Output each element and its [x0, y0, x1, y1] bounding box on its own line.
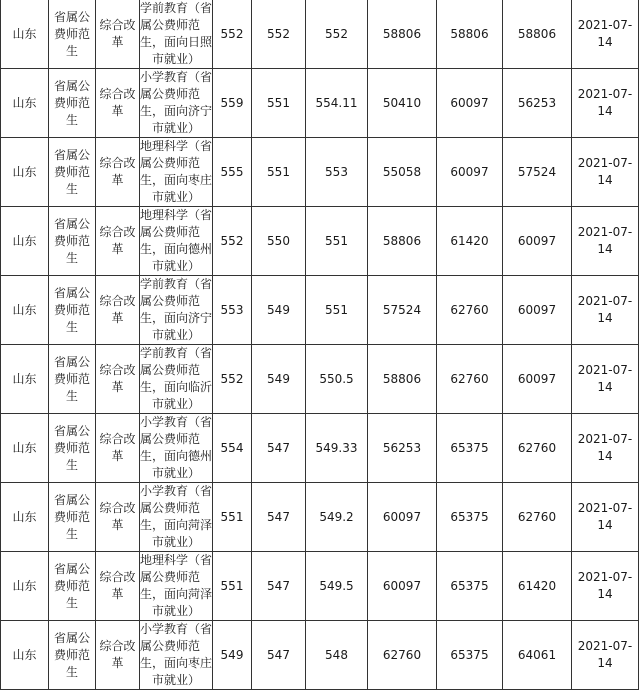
- max-score-cell: 559: [213, 69, 252, 138]
- max-score-cell: 552: [213, 207, 252, 276]
- min-score-cell: 547: [252, 483, 306, 552]
- major-cell: [140, 276, 213, 345]
- avg-rank-cell: 57524: [503, 138, 572, 207]
- batch-cell: 综合改革: [96, 276, 140, 345]
- avg-score-cell: 548: [306, 621, 368, 690]
- major-line: 属公费师范: [140, 639, 201, 653]
- min-score-cell: 551: [252, 138, 306, 207]
- major-line: 生，面向德州: [140, 449, 213, 463]
- major-line: 市就业）: [151, 259, 200, 273]
- max-rank-cell: 50410: [368, 69, 437, 138]
- batch-cell: 综合改革: [96, 138, 140, 207]
- table-row: [1, 207, 639, 276]
- category-cell: 省属公费师范生: [49, 138, 96, 207]
- date-cell: 2021-07-14: [572, 621, 639, 690]
- major-line: 小学教育（省: [140, 622, 213, 636]
- min-rank-cell: 58806: [437, 0, 503, 69]
- province-cell: 山东: [1, 69, 49, 138]
- major-line: 生，面向菏泽: [140, 518, 213, 532]
- province-cell: 山东: [1, 414, 49, 483]
- batch-cell: 综合改革: [96, 483, 140, 552]
- major-line: 学前教育（省: [140, 277, 213, 291]
- major-line: 属公费师范: [140, 156, 201, 170]
- max-rank-cell: 55058: [368, 138, 437, 207]
- major-cell: [140, 414, 213, 483]
- avg-score-cell: 554.11: [306, 69, 368, 138]
- table-row: [1, 621, 639, 690]
- table-row: [1, 552, 639, 621]
- date-cell: 2021-07-14: [572, 483, 639, 552]
- major-line: 市就业）: [151, 466, 200, 480]
- avg-rank-cell: 60097: [503, 345, 572, 414]
- min-rank-cell: 61420: [437, 207, 503, 276]
- major-line: 属公费师范: [140, 432, 201, 446]
- table-row: [1, 69, 639, 138]
- major-line: 生，面向日照: [140, 35, 213, 49]
- date-cell: 2021-07-14: [572, 345, 639, 414]
- major-line: 市就业）: [151, 328, 200, 342]
- batch-cell: 综合改革: [96, 621, 140, 690]
- table-row: [1, 138, 639, 207]
- major-cell: [140, 138, 213, 207]
- province-cell: 山东: [1, 207, 49, 276]
- min-score-cell: 549: [252, 276, 306, 345]
- min-rank-cell: 65375: [437, 621, 503, 690]
- major-line: 属公费师范: [140, 294, 201, 308]
- batch-cell: 综合改革: [96, 345, 140, 414]
- category-cell: 省属公费师范生: [49, 621, 96, 690]
- province-cell: 山东: [1, 552, 49, 621]
- min-rank-cell: 60097: [437, 138, 503, 207]
- max-rank-cell: 60097: [368, 483, 437, 552]
- date-cell: 2021-07-14: [572, 138, 639, 207]
- min-score-cell: 547: [252, 414, 306, 483]
- date-cell: 2021-07-14: [572, 0, 639, 69]
- avg-score-cell: 551: [306, 207, 368, 276]
- min-rank-cell: 60097: [437, 69, 503, 138]
- major-line: 地理科学（省: [140, 553, 213, 567]
- avg-score-cell: 553: [306, 138, 368, 207]
- major-line: 学前教育（省: [140, 346, 213, 360]
- min-score-cell: 547: [252, 621, 306, 690]
- major-cell: [140, 552, 213, 621]
- category-cell: 省属公费师范生: [49, 345, 96, 414]
- major-line: 生，面向德州: [140, 242, 213, 256]
- avg-score-cell: 551: [306, 276, 368, 345]
- table-row: [1, 483, 639, 552]
- major-line: 属公费师范: [140, 363, 201, 377]
- batch-cell: 综合改革: [96, 414, 140, 483]
- date-cell: 2021-07-14: [572, 69, 639, 138]
- major-line: 小学教育（省: [140, 484, 213, 498]
- major-line: 市就业）: [151, 52, 200, 66]
- table-row: [1, 345, 639, 414]
- date-cell: 2021-07-14: [572, 414, 639, 483]
- major-line: 属公费师范: [140, 501, 201, 515]
- province-cell: 山东: [1, 621, 49, 690]
- major-line: 市就业）: [151, 121, 200, 135]
- major-line: 属公费师范: [140, 225, 201, 239]
- major-cell: [140, 207, 213, 276]
- province-cell: 山东: [1, 138, 49, 207]
- max-score-cell: 549: [213, 621, 252, 690]
- major-line: 属公费师范: [140, 87, 201, 101]
- max-rank-cell: 56253: [368, 414, 437, 483]
- avg-rank-cell: 60097: [503, 276, 572, 345]
- min-score-cell: 550: [252, 207, 306, 276]
- major-line: 生，面向枣庄: [140, 173, 213, 187]
- major-line: 市就业）: [151, 604, 200, 618]
- major-line: 生，面向菏泽: [140, 587, 213, 601]
- avg-score-cell: 552: [306, 0, 368, 69]
- min-rank-cell: 65375: [437, 414, 503, 483]
- batch-cell: 综合改革: [96, 0, 140, 69]
- major-line: 属公费师范: [140, 18, 201, 32]
- major-cell: [140, 621, 213, 690]
- max-rank-cell: 60097: [368, 552, 437, 621]
- category-cell: 省属公费师范生: [49, 69, 96, 138]
- min-rank-cell: 65375: [437, 483, 503, 552]
- category-cell: 省属公费师范生: [49, 0, 96, 69]
- batch-cell: 综合改革: [96, 207, 140, 276]
- major-cell: [140, 69, 213, 138]
- max-rank-cell: 57524: [368, 276, 437, 345]
- date-cell: 2021-07-14: [572, 276, 639, 345]
- min-rank-cell: 62760: [437, 345, 503, 414]
- avg-score-cell: 550.5: [306, 345, 368, 414]
- min-rank-cell: 62760: [437, 276, 503, 345]
- max-score-cell: 553: [213, 276, 252, 345]
- max-score-cell: 551: [213, 483, 252, 552]
- avg-rank-cell: 62760: [503, 414, 572, 483]
- min-score-cell: 547: [252, 552, 306, 621]
- major-cell: [140, 483, 213, 552]
- max-rank-cell: 58806: [368, 0, 437, 69]
- avg-rank-cell: 58806: [503, 0, 572, 69]
- max-score-cell: 554: [213, 414, 252, 483]
- major-line: 生，面向济宁: [140, 104, 213, 118]
- max-rank-cell: 58806: [368, 345, 437, 414]
- avg-score-cell: 549.33: [306, 414, 368, 483]
- avg-rank-cell: 61420: [503, 552, 572, 621]
- major-line: 地理科学（省: [140, 139, 213, 153]
- date-cell: 2021-07-14: [572, 552, 639, 621]
- major-line: 学前教育（省: [140, 1, 213, 15]
- category-cell: 省属公费师范生: [49, 207, 96, 276]
- category-cell: 省属公费师范生: [49, 552, 96, 621]
- major-line: 属公费师范: [140, 570, 201, 584]
- table-row: [1, 414, 639, 483]
- avg-rank-cell: 64061: [503, 621, 572, 690]
- avg-score-cell: 549.5: [306, 552, 368, 621]
- min-rank-cell: 65375: [437, 552, 503, 621]
- major-cell: [140, 0, 213, 69]
- category-cell: 省属公费师范生: [49, 276, 96, 345]
- province-cell: 山东: [1, 483, 49, 552]
- province-cell: 山东: [1, 276, 49, 345]
- max-rank-cell: 58806: [368, 207, 437, 276]
- avg-score-cell: 549.2: [306, 483, 368, 552]
- major-line: 市就业）: [151, 397, 200, 411]
- avg-rank-cell: 62760: [503, 483, 572, 552]
- max-rank-cell: 62760: [368, 621, 437, 690]
- batch-cell: 综合改革: [96, 69, 140, 138]
- table-row: [1, 276, 639, 345]
- major-line: 小学教育（省: [140, 415, 213, 429]
- category-cell: 省属公费师范生: [49, 414, 96, 483]
- major-cell: [140, 345, 213, 414]
- major-line: 生，面向济宁: [140, 311, 213, 325]
- major-line: 生，面向临沂: [140, 380, 213, 394]
- province-cell: 山东: [1, 0, 49, 69]
- min-score-cell: 551: [252, 69, 306, 138]
- major-line: 市就业）: [151, 673, 200, 687]
- batch-cell: 综合改革: [96, 552, 140, 621]
- min-score-cell: 552: [252, 0, 306, 69]
- max-score-cell: 552: [213, 345, 252, 414]
- major-line: 生，面向枣庄: [140, 656, 213, 670]
- table-row: [1, 0, 639, 69]
- max-score-cell: 555: [213, 138, 252, 207]
- date-cell: 2021-07-14: [572, 207, 639, 276]
- province-cell: 山东: [1, 345, 49, 414]
- major-line: 小学教育（省: [140, 70, 213, 84]
- avg-rank-cell: 56253: [503, 69, 572, 138]
- major-line: 地理科学（省: [140, 208, 213, 222]
- min-score-cell: 549: [252, 345, 306, 414]
- major-line: 市就业）: [151, 190, 200, 204]
- max-score-cell: 551: [213, 552, 252, 621]
- max-score-cell: 552: [213, 0, 252, 69]
- category-cell: 省属公费师范生: [49, 483, 96, 552]
- major-line: 市就业）: [151, 535, 200, 549]
- avg-rank-cell: 60097: [503, 207, 572, 276]
